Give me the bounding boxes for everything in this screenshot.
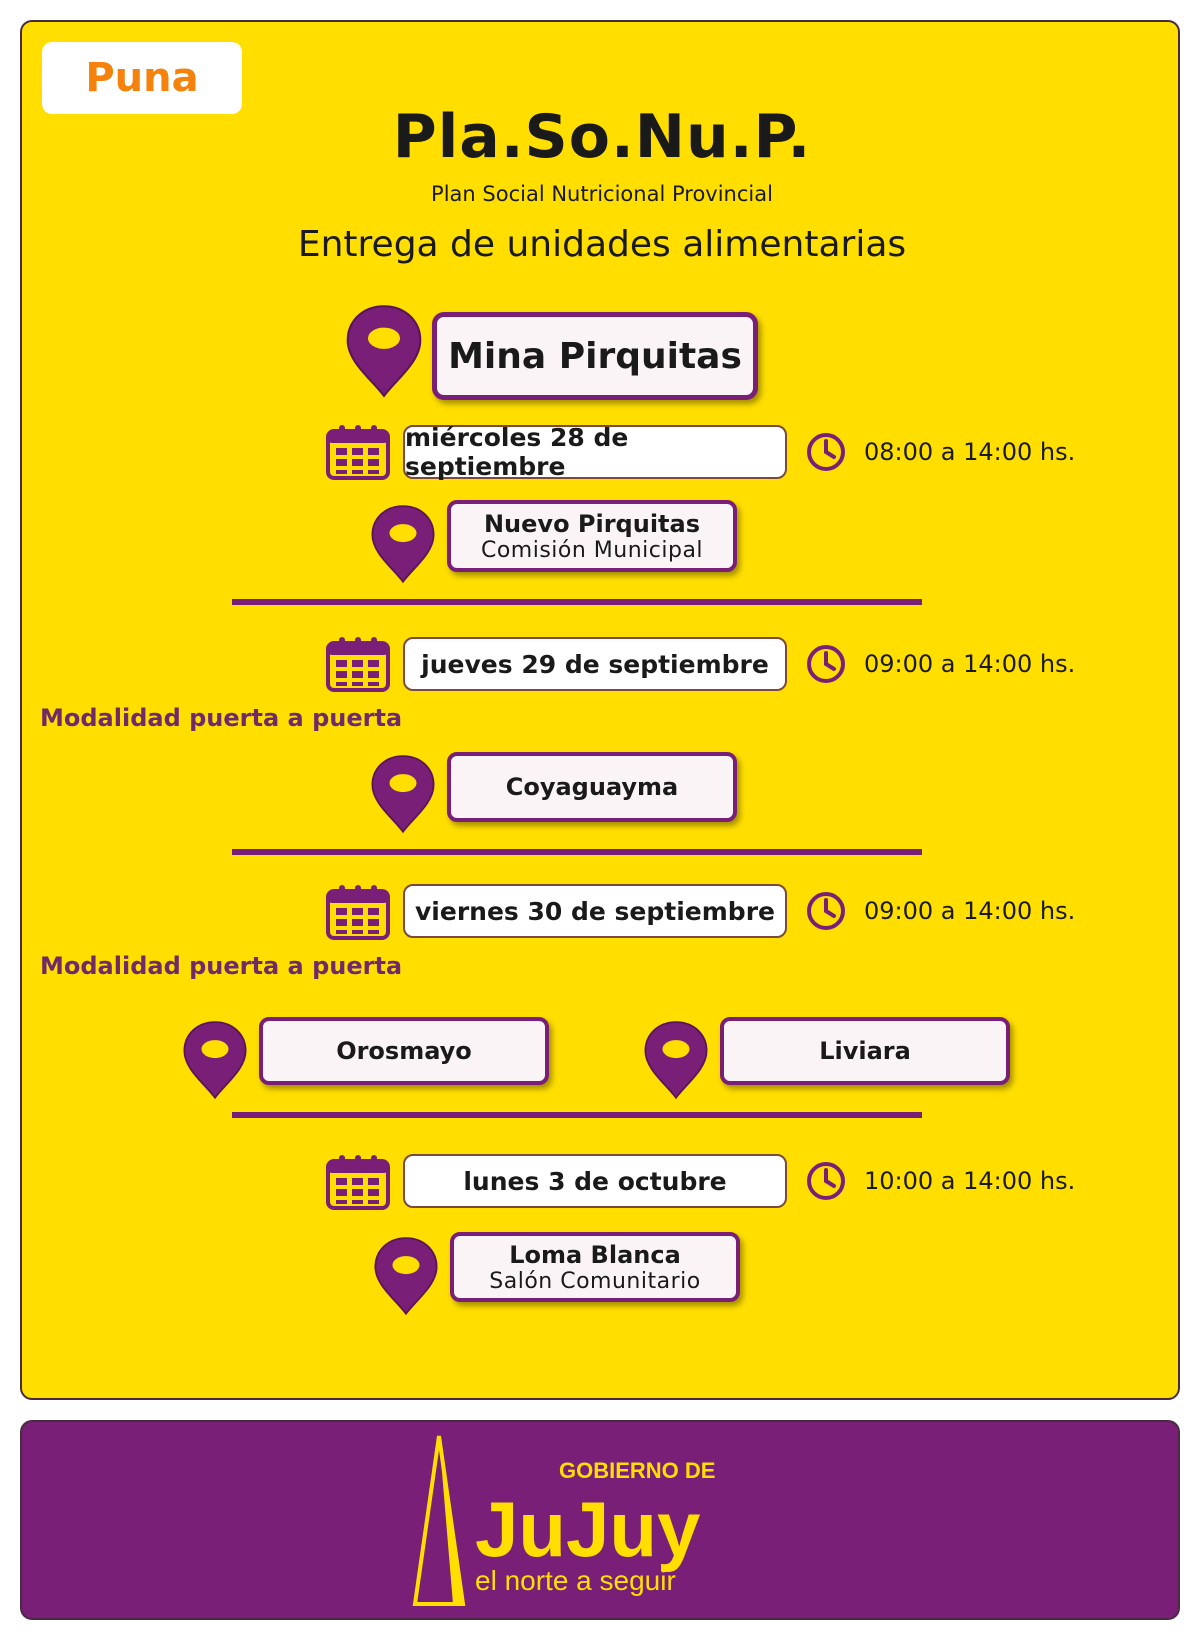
- location-pin-icon: [640, 1018, 712, 1100]
- footer-banner: [20, 1420, 1180, 1620]
- location-box: [720, 1017, 1010, 1085]
- clock-icon: [805, 890, 847, 932]
- location-box: [447, 752, 737, 822]
- calendar-icon: [326, 424, 390, 480]
- government-logo: [387, 1432, 727, 1612]
- date-label: jueves 29 de septiembre: [403, 637, 787, 691]
- location-box: [447, 500, 737, 572]
- location-name: Liviara: [819, 1037, 911, 1065]
- delivery-mode: Modalidad puerta a puerta: [40, 704, 403, 732]
- location-sub: Salón Comunitario: [489, 1268, 701, 1294]
- calendar-icon: [326, 636, 390, 692]
- clock-icon: [805, 1160, 847, 1202]
- page-heading: Entrega de unidades alimentarias: [297, 224, 907, 265]
- divider: [232, 599, 922, 605]
- logo-main-text: JuJuy: [475, 1485, 701, 1573]
- location-name: Loma Blanca: [509, 1240, 681, 1269]
- logo-tagline: el norte a seguir: [475, 1565, 676, 1596]
- date-label: viernes 30 de septiembre: [403, 884, 787, 938]
- location-sub: Comisión Municipal: [480, 537, 704, 563]
- location-pin-icon: [179, 1018, 251, 1100]
- logo-top-text: GOBIERNO DE: [559, 1458, 716, 1483]
- divider: [232, 1112, 922, 1118]
- page-title: Pla.So.Nu.P.: [392, 102, 812, 172]
- main-panel: [20, 20, 1180, 1400]
- location-pin-icon: [370, 1234, 442, 1316]
- main-location: Mina Pirquitas: [432, 312, 758, 400]
- page-subtitle: Plan Social Nutricional Provincial: [431, 182, 773, 206]
- delivery-mode: Modalidad puerta a puerta: [40, 952, 403, 980]
- obelisk-icon: [415, 1436, 463, 1604]
- time-label: 09:00 a 14:00 hs.: [864, 897, 1076, 925]
- clock-icon: [805, 431, 847, 473]
- time-label: 10:00 a 14:00 hs.: [864, 1167, 1076, 1195]
- calendar-icon: [326, 1154, 390, 1210]
- location-pin-icon: [367, 752, 439, 834]
- location-name: Coyaguayma: [505, 773, 679, 801]
- calendar-icon: [326, 884, 390, 940]
- location-pin-icon: [340, 302, 428, 398]
- location-name: Nuevo Pirquitas: [483, 509, 701, 538]
- time-label: 09:00 a 14:00 hs.: [864, 650, 1076, 678]
- location-pin-icon: [367, 502, 439, 584]
- date-label: miércoles 28 de septiembre: [403, 425, 787, 479]
- location-box: [450, 1232, 740, 1302]
- region-badge: Puna: [42, 42, 242, 114]
- time-label: 08:00 a 14:00 hs.: [864, 438, 1076, 466]
- divider: [232, 849, 922, 855]
- date-label: lunes 3 de octubre: [403, 1154, 787, 1208]
- location-box: [259, 1017, 549, 1085]
- clock-icon: [805, 643, 847, 685]
- location-name: Orosmayo: [336, 1037, 472, 1065]
